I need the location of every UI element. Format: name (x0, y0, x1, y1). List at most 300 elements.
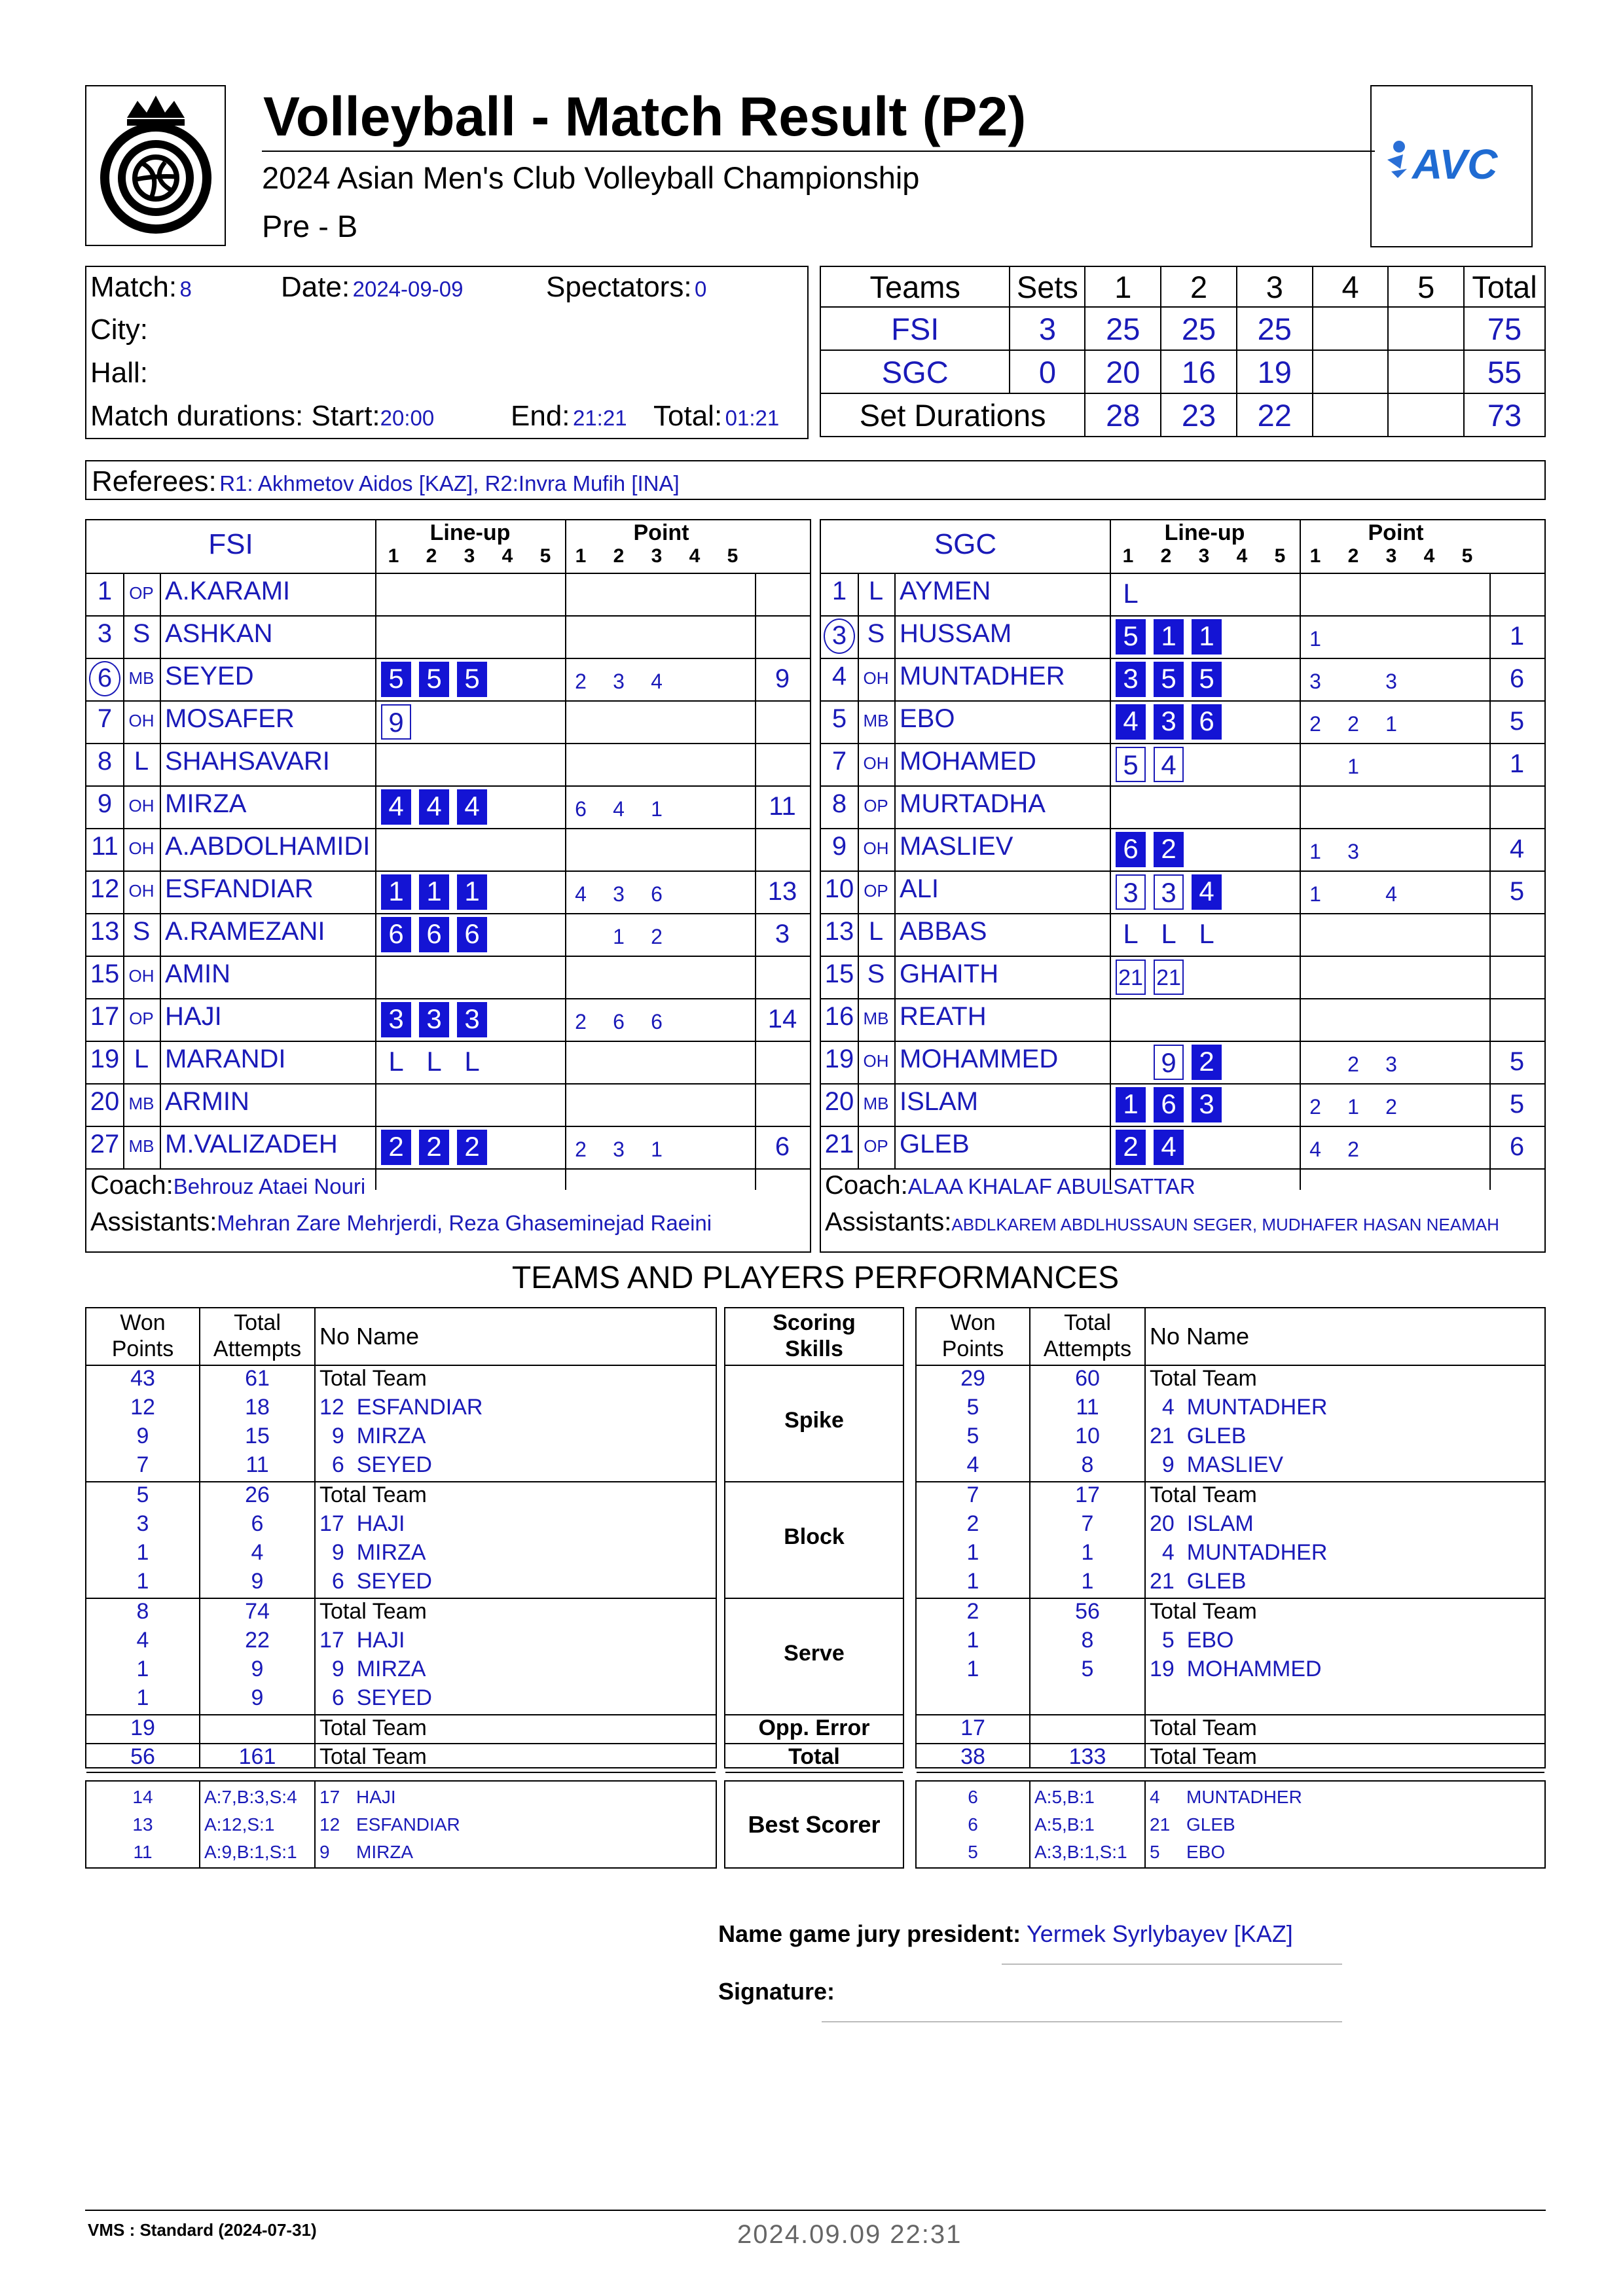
lineup-position: L (1161, 918, 1176, 949)
best-player-number: 17 (319, 1787, 340, 1807)
set-points: 2 (1347, 712, 1359, 736)
set-points: 2 (575, 670, 587, 693)
score-cell (1388, 307, 1464, 350)
player-number: 19 (90, 1045, 120, 1073)
player-row (821, 829, 1544, 872)
player-or-team: Total Team (319, 1482, 427, 1507)
total-attempts-header: Total Attempts (213, 1310, 302, 1361)
player-position: OH (863, 1051, 889, 1071)
won-points: 4 (966, 1452, 979, 1477)
lineup-cells (1116, 704, 1230, 740)
player-or-team: Total Team (319, 1744, 427, 1769)
lineup-cells (1116, 662, 1230, 697)
score-cell: 22 (1237, 393, 1313, 437)
player-total-points: 6 (1509, 1132, 1525, 1161)
best-points: 6 (968, 1814, 978, 1835)
total-attempts: 26 (245, 1482, 270, 1507)
player-or-team: 6 SEYED (319, 1685, 432, 1710)
best-points: 14 (132, 1787, 153, 1807)
player-or-team: 9 MIRZA (319, 1657, 426, 1681)
total-attempts: 61 (245, 1366, 270, 1391)
lineup-position: 5 (457, 662, 487, 697)
won-points-header: Won Points (111, 1310, 174, 1361)
player-or-team: 20 ISLAM (1150, 1511, 1254, 1536)
won-points: 56 (130, 1744, 155, 1769)
player-or-team: Total Team (1150, 1715, 1257, 1740)
lineup-position: L (1199, 918, 1214, 949)
best-scorers-fsi (85, 1780, 717, 1869)
player-name: MURTADHA (900, 789, 1046, 818)
lineup-position: 9 (1154, 1045, 1184, 1080)
score-cell: 20 (1085, 350, 1161, 393)
point-set-number: 2 (1347, 545, 1359, 567)
player-row (821, 999, 1544, 1042)
player-name: A.RAMEZANI (165, 917, 325, 946)
score-cell: FSI (820, 307, 1010, 350)
lineup-position: 9 (381, 704, 411, 740)
best-scorer-label: Best Scorer (748, 1810, 881, 1838)
total-attempts: 56 (1075, 1599, 1100, 1624)
end-label: End: (511, 400, 570, 432)
assistants-label: Assistants: (825, 1208, 952, 1236)
lineup-position: 6 (381, 917, 411, 952)
lineup-position: 5 (1192, 662, 1222, 697)
point-set-number: 5 (727, 545, 739, 567)
player-row (821, 744, 1544, 787)
total-attempts: 60 (1075, 1366, 1100, 1391)
score-cell: 3 (1010, 307, 1085, 350)
player-total-points: 5 (1509, 707, 1525, 736)
won-points-header: Won Points (941, 1310, 1004, 1361)
player-row (86, 1042, 810, 1085)
set-points: 3 (1347, 840, 1359, 863)
lineup-cells (1116, 874, 1230, 910)
total-attempts: 9 (251, 1569, 264, 1594)
set-points: 2 (1347, 1052, 1359, 1076)
player-row (821, 1042, 1544, 1085)
player-position: S (132, 619, 151, 648)
player-name: MUNTADHER (900, 662, 1065, 691)
best-scorers-sgc (915, 1780, 1546, 1869)
lineup-position: 4 (381, 789, 411, 825)
set-points: 4 (651, 670, 663, 693)
skill-name: Spike (784, 1408, 844, 1433)
player-number: 27 (90, 1130, 120, 1158)
player-name: ABBAS (900, 917, 987, 946)
total-attempts: 1 (1081, 1569, 1094, 1594)
player-position: S (132, 917, 151, 946)
lineup-position: 4 (419, 789, 449, 825)
team-name: FSI (208, 528, 253, 560)
team-name: SGC (934, 528, 997, 560)
match-label: Match: (90, 271, 177, 303)
lineup-position: 5 (1116, 747, 1146, 782)
set-points: 1 (651, 797, 663, 821)
total-attempts: 133 (1068, 1744, 1106, 1769)
player-row (821, 787, 1544, 829)
player-number: 11 (91, 832, 119, 861)
player-total-points: 6 (775, 1132, 790, 1161)
best-player-number: 21 (1150, 1814, 1171, 1835)
lineup-position: 5 (1154, 662, 1184, 697)
lineup-position: 3 (1192, 1087, 1222, 1122)
lineup-position: 3 (381, 1002, 411, 1037)
player-row (821, 914, 1544, 957)
set-points: 1 (613, 925, 625, 948)
player-or-team: Total Team (319, 1366, 427, 1391)
best-points: 6 (968, 1787, 978, 1807)
set-points: 2 (1309, 712, 1321, 736)
total-attempts: 1 (1081, 1540, 1094, 1565)
lineup-position: 5 (419, 662, 449, 697)
set-points: 6 (613, 1010, 625, 1033)
won-points: 1 (136, 1569, 149, 1594)
lineup-position: 2 (1116, 1130, 1146, 1165)
player-number: 4 (831, 662, 847, 691)
player-position: OH (128, 838, 155, 858)
player-position: S (867, 619, 885, 648)
player-name: SEYED (165, 662, 254, 691)
jury-label: Name game jury president: (718, 1920, 1021, 1947)
player-position: OH (863, 838, 889, 858)
point-set-number: 3 (651, 545, 663, 567)
won-points: 1 (966, 1657, 979, 1681)
player-row (86, 659, 810, 702)
player-or-team: 6 SEYED (319, 1569, 432, 1594)
score-cell (1388, 350, 1464, 393)
set-points: 1 (651, 1138, 663, 1161)
point-set-number: 4 (1423, 545, 1435, 567)
player-name: M.VALIZADEH (165, 1130, 338, 1158)
score-header-cell: Teams (820, 266, 1010, 307)
score-cell: 73 (1464, 393, 1545, 437)
assistants-names: Mehran Zare Mehrjerdi, Reza Ghaseminejad Raeini (217, 1211, 712, 1235)
pool-name: Pre - B (262, 209, 358, 243)
player-total-points: 6 (1509, 664, 1525, 693)
signature-line (822, 2021, 1342, 2022)
player-or-team: 21 GLEB (1150, 1424, 1247, 1448)
score-cell: Set Durations (820, 393, 1085, 437)
referees-label: Referees: (92, 465, 217, 497)
hall-label: Hall: (90, 357, 149, 389)
lineup-set-number: 3 (1198, 545, 1210, 567)
player-number: 1 (831, 577, 847, 605)
lineup-position: 1 (419, 874, 449, 910)
player-name: AMIN (165, 960, 230, 988)
score-cell (1313, 350, 1389, 393)
lineup-cells (1116, 577, 1154, 612)
lineup-set-number: 1 (388, 545, 399, 567)
best-points: 13 (132, 1814, 153, 1835)
total-attempts: 8 (1081, 1628, 1094, 1653)
point-header: Point (633, 520, 689, 545)
won-points: 7 (966, 1482, 979, 1507)
lineup-cells (381, 1045, 495, 1080)
won-points: 1 (136, 1540, 149, 1565)
won-points: 4 (136, 1628, 149, 1653)
set-points: 1 (1385, 712, 1397, 736)
won-points: 1 (966, 1540, 979, 1565)
team-score-row (820, 307, 1545, 350)
won-points: 1 (966, 1628, 979, 1653)
player-name: ISLAM (900, 1087, 979, 1116)
player-or-team: Total Team (1150, 1744, 1257, 1769)
lineup-position: 2 (419, 1130, 449, 1165)
won-points: 7 (136, 1452, 149, 1477)
lineup-position: 2 (457, 1130, 487, 1165)
player-or-team: 9 MIRZA (319, 1424, 426, 1448)
point-set-number: 1 (1309, 545, 1321, 567)
won-points: 29 (960, 1366, 985, 1391)
score-cell: 75 (1464, 307, 1545, 350)
avc-logo-text: AVC (1412, 141, 1498, 188)
won-points: 38 (960, 1744, 985, 1769)
software-version: VMS : Standard (2024-07-31) (88, 2220, 317, 2240)
set-points: 6 (651, 882, 663, 906)
player-position: OP (129, 583, 154, 603)
best-player-name: ESFANDIAR (356, 1814, 460, 1835)
player-number: 1 (97, 577, 113, 605)
total-attempts: 17 (1075, 1482, 1100, 1507)
player-number: 21 (824, 1130, 854, 1158)
point-set-number: 1 (575, 545, 587, 567)
player-position: OP (129, 1009, 154, 1028)
player-name: HAJI (165, 1002, 222, 1031)
player-total-points: 13 (767, 877, 797, 906)
lineup-cells (1116, 1130, 1192, 1165)
lineup-cells (381, 704, 419, 740)
won-points: 2 (966, 1599, 979, 1624)
lineup-cells (381, 662, 495, 697)
won-points: 5 (136, 1482, 149, 1507)
player-row (86, 872, 810, 914)
player-total-points: 11 (769, 792, 796, 821)
set-points: 4 (613, 797, 625, 821)
best-player-name: MIRZA (356, 1842, 414, 1862)
player-name: GLEB (900, 1130, 970, 1158)
won-points: 1 (136, 1657, 149, 1681)
lineup-set-number: 4 (501, 545, 513, 567)
set-points: 4 (575, 882, 587, 906)
no-name-header: No Name (1150, 1323, 1250, 1350)
player-name: ASHKAN (165, 619, 273, 648)
set-points: 6 (575, 797, 587, 821)
match-date: 2024-09-09 (352, 277, 464, 301)
player-number: 15 (824, 960, 854, 988)
player-position: OH (128, 966, 155, 986)
total-attempts: 5 (1081, 1657, 1094, 1681)
player-number: 15 (90, 960, 120, 988)
player-position: OP (864, 796, 888, 816)
won-points: 8 (136, 1599, 149, 1624)
lineup-position: 1 (1154, 619, 1184, 655)
player-row (821, 659, 1544, 702)
player-name: MARANDI (165, 1045, 286, 1073)
lineup-position: 1 (1192, 619, 1222, 655)
assistants-line (825, 1208, 1499, 1237)
referees-box (85, 460, 1546, 500)
set-points: 3 (613, 882, 625, 906)
player-position: OH (128, 796, 155, 816)
total-attempts: 15 (245, 1424, 270, 1448)
player-position: MB (863, 1094, 889, 1113)
player-number: 9 (831, 832, 847, 861)
lineup-set-number: 2 (426, 545, 437, 567)
player-position: S (867, 960, 885, 988)
jury-president-name: Yermek Syrlybayev [KAZ] (1027, 1920, 1293, 1947)
date-label: Date: (281, 271, 350, 303)
total-attempts: 18 (245, 1395, 270, 1420)
scoring-skills (724, 1307, 904, 1768)
set-points: 1 (1347, 755, 1359, 778)
coach-name: ALAA KHALAF ABULSATTAR (907, 1174, 1195, 1198)
lineup-header: Line-up (429, 520, 511, 545)
player-position: MB (128, 1136, 155, 1156)
score-cell (1313, 393, 1389, 437)
player-name: ALI (900, 874, 939, 903)
performance-sgc (915, 1307, 1546, 1768)
scoring-skills-header: Scoring Skills (773, 1310, 856, 1361)
lineup-position: 6 (1192, 704, 1222, 740)
match-number: 8 (179, 277, 192, 301)
score-cell: 0 (1010, 350, 1085, 393)
lineup-position: 6 (419, 917, 449, 952)
performance-fsi (85, 1307, 717, 1768)
player-or-team: 17 HAJI (319, 1511, 405, 1536)
lineup-position: 3 (457, 1002, 487, 1037)
lineup-position: 21 (1116, 960, 1146, 995)
jury-name-line (1002, 1964, 1342, 1965)
set-points: 2 (1347, 1138, 1359, 1161)
assistants-line (90, 1208, 712, 1237)
best-points: 5 (968, 1842, 978, 1862)
point-set-number: 3 (1385, 545, 1397, 567)
set-points: 2 (651, 925, 663, 948)
coach-name: Behrouz Ataei Nouri (173, 1174, 366, 1198)
player-position: OH (128, 711, 155, 730)
coach-line (90, 1171, 365, 1200)
player-number: 5 (831, 704, 847, 733)
player-name: AYMEN (900, 577, 991, 605)
best-breakdown: A:9,B:1,S:1 (204, 1842, 297, 1862)
set-points: 1 (1309, 627, 1321, 651)
lineup-position: 6 (1116, 832, 1146, 867)
player-row (86, 787, 810, 829)
player-number: 3 (97, 619, 113, 648)
player-or-team: Total Team (1150, 1482, 1257, 1507)
total-label: Total: (653, 400, 723, 432)
best-breakdown: A:5,B:1 (1034, 1787, 1095, 1807)
lineup-position: L (1123, 578, 1139, 609)
score-cell: 25 (1161, 307, 1237, 350)
lineup-position: 21 (1154, 960, 1184, 995)
lineup-cells (1116, 960, 1192, 995)
set-points: 3 (613, 1138, 625, 1161)
player-or-team: 21 GLEB (1150, 1569, 1247, 1594)
city-label: City: (90, 314, 148, 346)
no-name-header: No Name (319, 1323, 420, 1350)
player-total-points: 1 (1509, 622, 1525, 651)
player-row (821, 1127, 1544, 1170)
point-set-number: 4 (689, 545, 701, 567)
player-number: 7 (97, 704, 113, 733)
lineup-set-number: 2 (1160, 545, 1172, 567)
player-row (86, 617, 810, 659)
score-cell: 23 (1161, 393, 1237, 437)
player-row (86, 957, 810, 999)
lineup-set-number: 1 (1122, 545, 1134, 567)
set-points: 1 (1309, 840, 1321, 863)
lineup-set-number: 4 (1236, 545, 1248, 567)
best-breakdown: A:5,B:1 (1034, 1814, 1095, 1835)
roster-sgc (820, 519, 1546, 1253)
player-row (86, 829, 810, 872)
player-or-team: Total Team (319, 1715, 427, 1740)
lineup-cells (1116, 1087, 1230, 1122)
assistants-names: ABDLKAREM ABDLHUSSAUN SEGER, MUDHAFER HASAN NEAMAH (951, 1215, 1499, 1234)
player-position: L (868, 577, 884, 605)
lineup-position: 4 (1154, 1130, 1184, 1165)
lineup-position: 6 (457, 917, 487, 952)
total-attempts: 10 (1075, 1424, 1100, 1448)
match-info-box (85, 266, 809, 439)
total-attempts: 9 (251, 1685, 264, 1710)
skill-name: Serve (784, 1641, 845, 1666)
player-name: ARMIN (165, 1087, 249, 1116)
won-points: 19 (130, 1715, 155, 1740)
score-cell (1313, 307, 1389, 350)
total-attempts: 22 (245, 1628, 270, 1653)
lineup-cells (381, 789, 495, 825)
lineup-position: 4 (457, 789, 487, 825)
lineup-cells (1116, 747, 1192, 782)
roster-fsi (85, 519, 811, 1253)
set-points: 2 (575, 1010, 587, 1033)
lineup-cells (381, 874, 495, 910)
won-points: 12 (130, 1395, 155, 1420)
start-time: 20:00 (380, 406, 435, 430)
lineup-position: 1 (1116, 1087, 1146, 1122)
won-points: 3 (136, 1511, 149, 1536)
best-breakdown: A:7,B:3,S:4 (204, 1787, 297, 1807)
avc-logo (1370, 85, 1533, 247)
total-attempts: 7 (1081, 1511, 1094, 1536)
lineup-position: 6 (1154, 1087, 1184, 1122)
lineup-position: 3 (1154, 874, 1184, 910)
point-set-number: 5 (1461, 545, 1473, 567)
team-score-row (820, 350, 1545, 393)
player-number: 7 (831, 747, 847, 776)
set-points: 3 (1309, 670, 1321, 693)
lineup-position: L (464, 1046, 480, 1077)
score-cell: 19 (1237, 350, 1313, 393)
won-points: 5 (966, 1424, 979, 1448)
competition-name: 2024 Asian Men's Club Volleyball Championship (262, 160, 920, 195)
lineup-set-number: 5 (539, 545, 551, 567)
total-duration: 01:21 (725, 406, 780, 430)
player-or-team: 19 MOHAMMED (1150, 1657, 1322, 1681)
won-points: 43 (130, 1366, 155, 1391)
title-rule (262, 151, 1375, 152)
player-or-team: 9 MIRZA (319, 1540, 426, 1565)
lineup-position: 3 (419, 1002, 449, 1037)
best-player-name: GLEB (1186, 1814, 1235, 1835)
set-points: 1 (1347, 1095, 1359, 1119)
set-points: 1 (1309, 882, 1321, 906)
lineup-position: 3 (1116, 662, 1146, 697)
score-header-cell: 3 (1237, 266, 1313, 307)
player-position: L (134, 1045, 149, 1073)
